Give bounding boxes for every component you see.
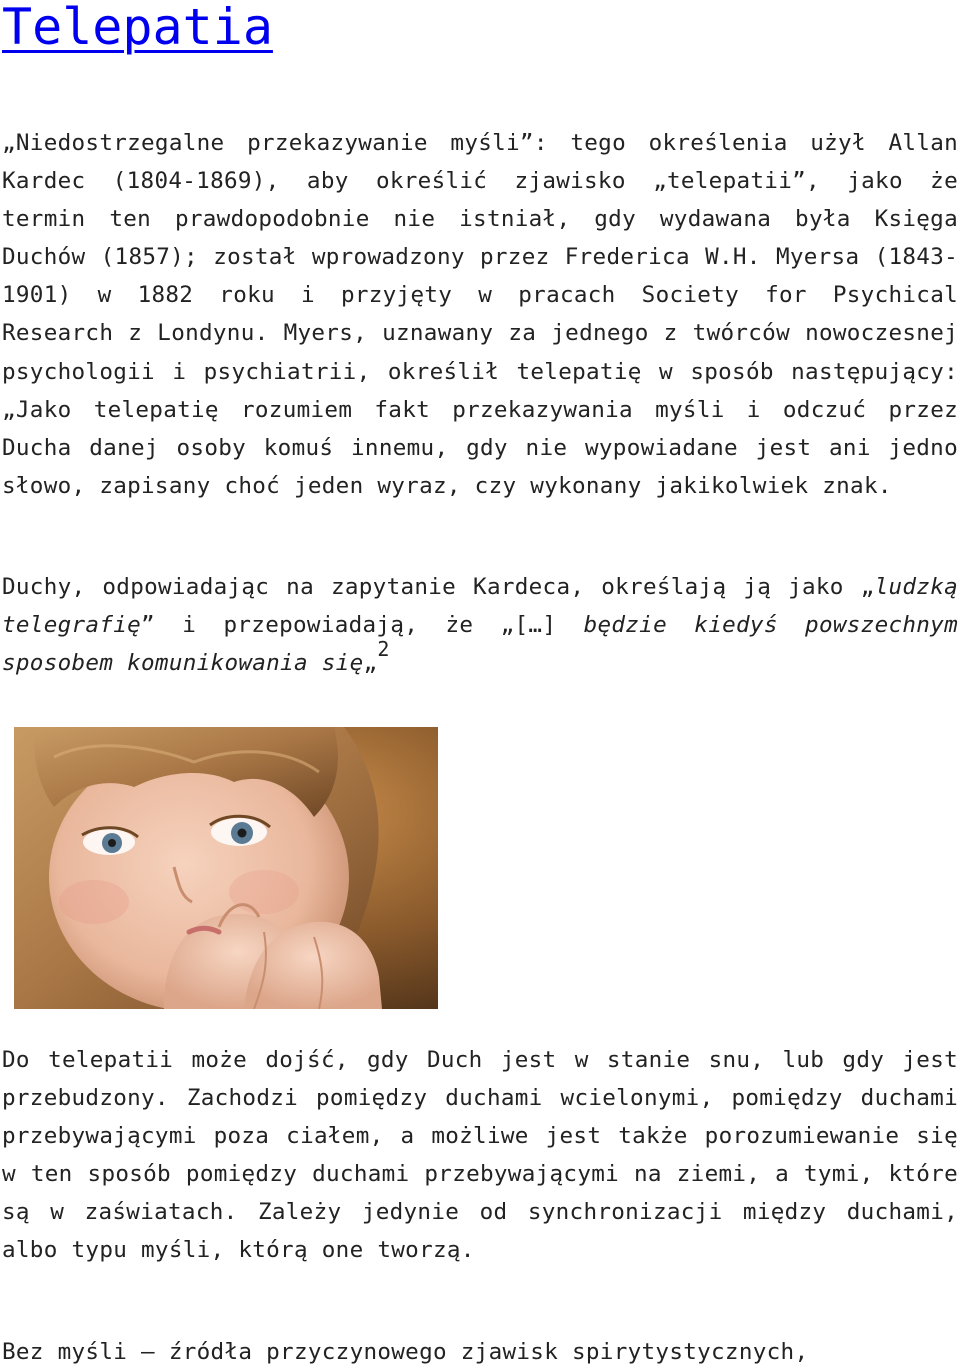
paragraph-intro-text: „Niedostrzegalne przekazywanie myśli”: tego określenia użył Allan Kardec (1804-1869), aby określić zjawisko „telepatii”, jako że termin ten prawdopodobnie nie istniał, gdy wydawana była Księga Duchów (1857); został wprowadzony przez Frederica W.H. Myersa (1843-1901) w 1882 roku i przyjęty w pracach Society for Psychical Research z Londynu. Myers, uznawany za jednego z twórców nowoczesnej psychologii i psychiatrii, określił telepatię w sposób następujący: „Jako telepatię rozumiem fakt przekazywania myśli i odczuć przez Ducha danej osoby komuś innemu, gdy nie wypowiadane jest ani jedno słowo, zapisany choć jeden wyraz, czy wykonany jakikolwiek znak. [2,130,958,499]
paragraph-without-thought [2,1333,958,1371]
paragraph-telepathy-conditions [2,1041,958,1270]
p2-text-2: ” i przepowiadają, że „[…] [141,612,584,639]
paragraph-telepathy-conditions-text: Do telepatii może dojść, gdy Duch jest w stanie snu, lub gdy jest przebudzony. Zachodzi pomiędzy duchami wcielonymi, pomiędzy duchami przebywającymi poza ciałem, a możliwe jest także porozumiewanie się w ten sposób pomiędzy duchami przebywającymi na ziemi, a tymi, które są w zaświatach. Zależy jedynie od synchronizacji między duchami, albo typu myśli, którą one tworzą. [2,1047,958,1264]
child-photo-illustration [14,727,438,1009]
p2-italic-2: będzie kiedyś powszechnym sposobem komunikowania się [2,612,958,677]
p2-text-1: Duchy, odpowiadając na zapytanie Kardeca, określają ją jako „ [2,574,875,600]
p2-text-3: „ [363,650,378,677]
paragraph-without-thought-text: Bez myśli – źródła przyczynowego zjawisk spirytystycznych, [2,1339,809,1365]
footnote-reference[interactable]: 2 [377,637,390,662]
page-title[interactable]: Telepatia [2,0,273,56]
paragraph-spirits-answer [2,568,958,682]
child-photo [14,727,438,1009]
paragraph-intro [2,124,958,505]
p2-italic-1: ludzką telegrafię [2,574,958,639]
